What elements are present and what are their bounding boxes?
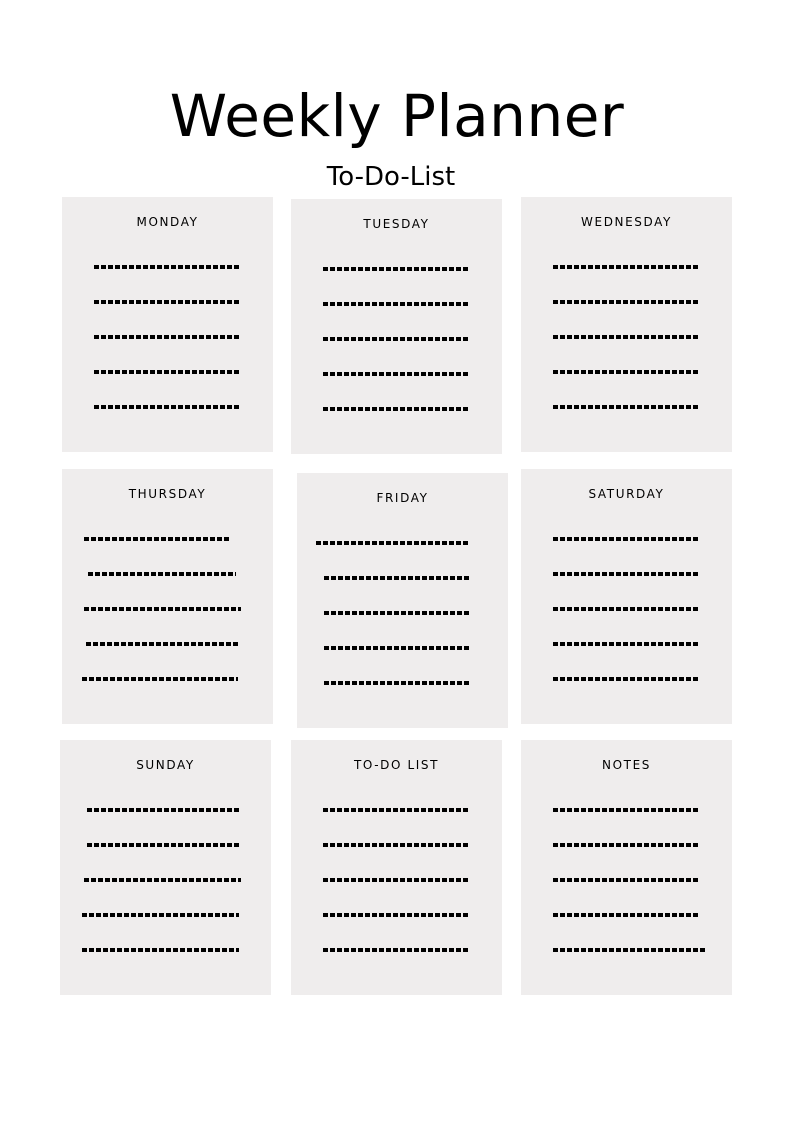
- day-card-monday: [62, 197, 273, 452]
- card-to-do-list: [291, 740, 502, 995]
- dotted-write-line: [553, 335, 700, 339]
- dotted-write-line: [94, 265, 241, 269]
- dotted-write-line: [323, 948, 470, 952]
- dotted-write-line: [87, 808, 241, 812]
- dotted-write-line: [553, 607, 699, 611]
- dotted-write-line: [323, 302, 470, 306]
- dotted-write-line: [82, 948, 239, 952]
- dotted-write-line: [553, 878, 699, 882]
- dotted-write-line: [323, 808, 470, 812]
- dotted-write-line: [324, 646, 469, 650]
- dotted-write-line: [94, 405, 241, 409]
- dotted-write-line: [553, 808, 699, 812]
- dotted-write-line: [323, 372, 470, 376]
- day-card-label: THURSDAY: [128, 487, 207, 501]
- dotted-write-line: [323, 878, 470, 882]
- day-card-label: WEDNESDAY: [581, 215, 672, 229]
- day-card-label: MONDAY: [136, 215, 199, 229]
- dotted-write-line: [94, 370, 241, 374]
- dotted-write-line: [84, 878, 241, 882]
- dotted-write-line: [94, 335, 241, 339]
- dotted-write-line: [553, 572, 699, 576]
- dotted-write-line: [88, 572, 236, 576]
- day-card-tuesday: [291, 199, 502, 454]
- dotted-write-line: [324, 611, 469, 615]
- dotted-write-line: [324, 681, 469, 685]
- dotted-write-line: [553, 300, 700, 304]
- page-title: Weekly Planner: [169, 82, 625, 150]
- dotted-write-line: [323, 337, 470, 341]
- dotted-write-line: [553, 843, 699, 847]
- dotted-write-line: [323, 843, 470, 847]
- dotted-write-line: [84, 607, 241, 611]
- day-card-friday: [297, 473, 508, 728]
- card-label: NOTES: [602, 758, 651, 772]
- dotted-write-line: [323, 407, 470, 411]
- dotted-write-line: [84, 537, 231, 541]
- dotted-write-line: [86, 642, 239, 646]
- dotted-write-line: [553, 370, 700, 374]
- day-card-wednesday: [521, 197, 732, 452]
- dotted-write-line: [553, 405, 700, 409]
- dotted-write-line: [553, 948, 707, 952]
- dotted-write-line: [553, 677, 699, 681]
- dotted-write-line: [553, 642, 699, 646]
- dotted-write-line: [323, 913, 470, 917]
- day-card-label: SATURDAY: [588, 487, 665, 501]
- dotted-write-line: [82, 913, 239, 917]
- dotted-write-line: [553, 265, 700, 269]
- dotted-write-line: [324, 576, 469, 580]
- page-subtitle: To-Do-List: [326, 162, 456, 192]
- day-card-thursday: [62, 469, 273, 724]
- dotted-write-line: [82, 677, 238, 681]
- day-card-label: TUESDAY: [363, 217, 430, 231]
- dotted-write-line: [87, 843, 241, 847]
- card-notes: [521, 740, 732, 995]
- dotted-write-line: [323, 267, 470, 271]
- day-card-sunday: [60, 740, 271, 995]
- day-card-label: SUNDAY: [136, 758, 195, 772]
- dotted-write-line: [553, 913, 699, 917]
- dotted-write-line: [553, 537, 699, 541]
- dotted-write-line: [316, 541, 468, 545]
- day-card-label: FRIDAY: [376, 491, 429, 505]
- day-card-saturday: [521, 469, 732, 724]
- dotted-write-line: [94, 300, 241, 304]
- card-label: TO-DO LIST: [353, 758, 440, 772]
